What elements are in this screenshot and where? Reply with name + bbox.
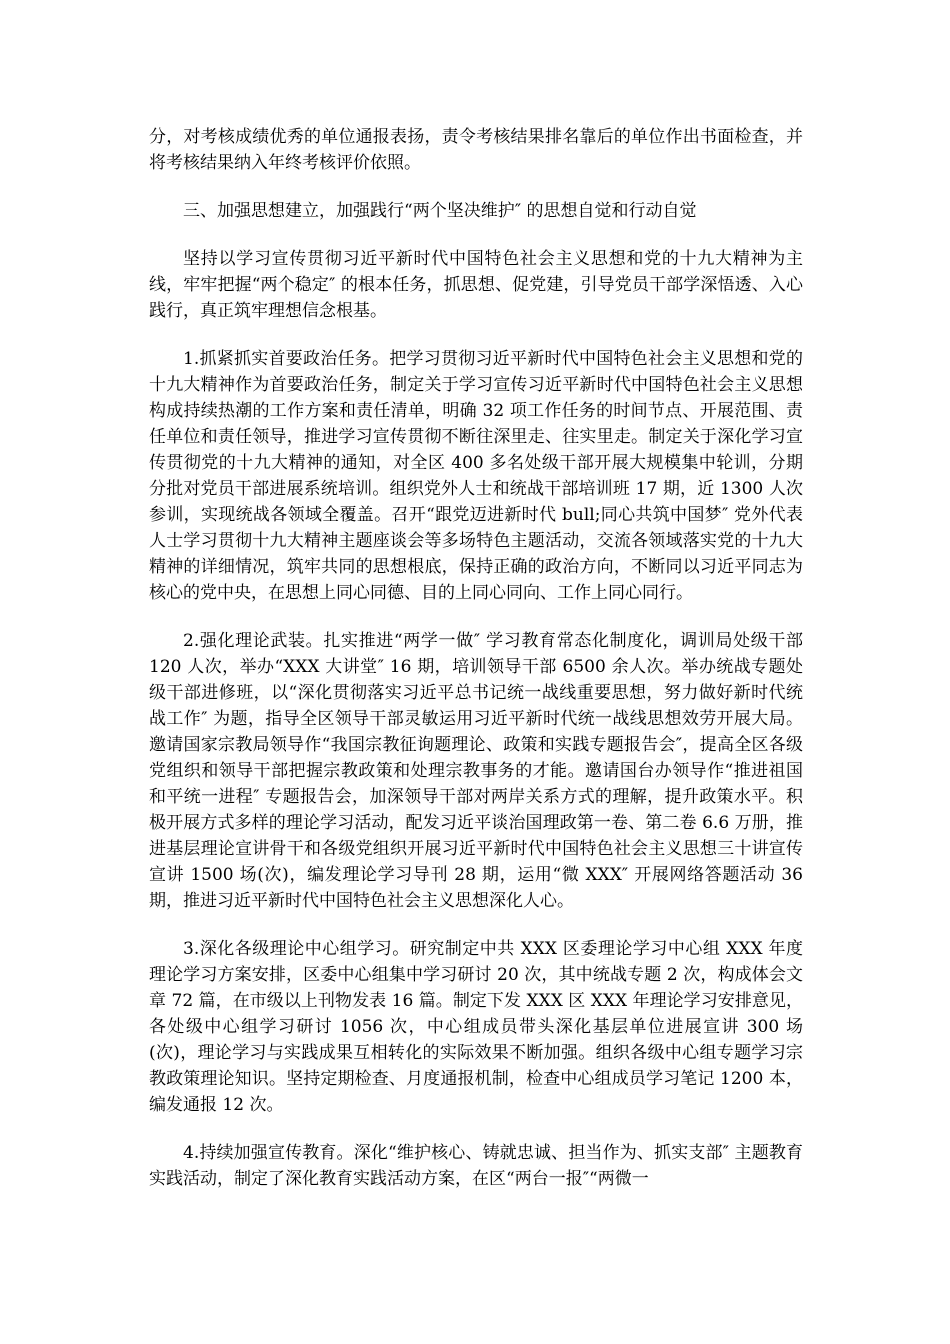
document-body <box>149 124 803 1214</box>
paragraph-continuation: 分，对考核成绩优秀的单位通报表扬，责令考核结果排名靠后的单位作出书面检查，并将考核结果纳入年终考核评价依照。 <box>149 127 803 173</box>
paragraph-item-1: 1.抓紧抓实首要政治任务。把学习贯彻习近平新时代中国特色社会主义思想和党的十九大精神作为首要政治任务，制定关于学习宣传习近平新时代中国特色社会主义思想构成持续热潮的工作方案和责任清单，明确 32 项工作任务的时间节点、开展范围、责任单位和责任领导，推进学习宣传贯彻不断往深里走、往实里走。制定关于深化学习宣传贯彻党的十九大精神的通知，对全区 400 多名处级干部开展大规模集中轮训，分期分批对党员干部进展系统培训。组织党外人士和统战干部培训班 17 期，近 1300 人次参训，实现统战各领域全覆盖。召开“跟党迈进新时代 bull;同心共筑中国梦″ 党外代表人士学习贯彻十九大精神主题座谈会等多场特色主题活动，交流各领域落实党的十九大精神的详细情况，筑牢共同的思想根底，保持正确的政治方向，不断同以习近平同志为核心的党中央，在思想上同心同德、目的上同心同向、工作上同心同行。 <box>149 349 803 603</box>
section-heading-three: 三、加强思想建立，加强践行“两个坚决维护″ 的思想自觉和行动自觉 <box>183 201 697 221</box>
paragraph-intro: 坚持以学习宣传贯彻习近平新时代中国特色社会主义思想和党的十九大精神为主线，牢牢把握“两个稳定″ 的根本任务，抓思想、促党建，引导党员干部学深悟透、入心践行，真正筑牢理想信念根基。 <box>149 249 803 321</box>
paragraph-item-2: 2.强化理论武装。扎实推进“两学一做″ 学习教育常态化制度化，调训局处级干部 120 人次，举办“XXX 大讲堂″ 16 期，培训领导干部 6500 余人次。举办统战专题处级干部进修班，以“深化贯彻落实习近平总书记统一战线重要思想，努力做好新时代统战工作″ 为题，指导全区领导干部灵敏运用习近平新时代统一战线思想效劳开展大局。邀请国家宗教局领导作“我国宗教征询题理论、政策和实践专题报告会″，提高全区各级党组织和领导干部把握宗教政策和处理宗教事务的才能。邀请国台办领导作“推进祖国和平统一进程″ 专题报告会，加深领导干部对两岸关系方式的理解，提升政策水平。积极开展方式多样的理论学习活动，配发习近平谈治国理政第一卷、第二卷 6.6 万册，推进基层理论宣讲骨干和各级党组织开展习近平新时代中国特色社会主义思想三十讲宣传宣讲 1500 场(次)，编发理论学习导刊 28 期，运用“微 XXX″ 开展网络答题活动 36 期，推进习近平新时代中国特色社会主义思想深化人心。 <box>149 631 803 911</box>
paragraph-item-4: 4.持续加强宣传教育。深化“维护核心、铸就忠诚、担当作为、抓实支部″ 主题教育实践活动，制定了深化教育实践活动方案，在区“两台一报″“两微一 <box>149 1143 803 1189</box>
paragraph-item-3: 3.深化各级理论中心组学习。研究制定中共 XXX 区委理论学习中心组 XXX 年度理论学习方案安排，区委中心组集中学习研讨 20 次，其中统战专题 2 次，构成体会文章 72 篇，在市级以上刊物发表 16 篇。制定下发 XXX 区 XXX 年理论学习安排意见，各处级中心组学习研讨 1056 次，中心组成员带头深化基层单位进展宣讲 300 场(次)，理论学习与实践成果互相转化的实际效果不断加强。组织各级中心组专题学习宗教政策理论知识。坚持定期检查、月度通报机制，检查中心组成员学习笔记 1200 本，编发通报 12 次。 <box>149 939 803 1115</box>
